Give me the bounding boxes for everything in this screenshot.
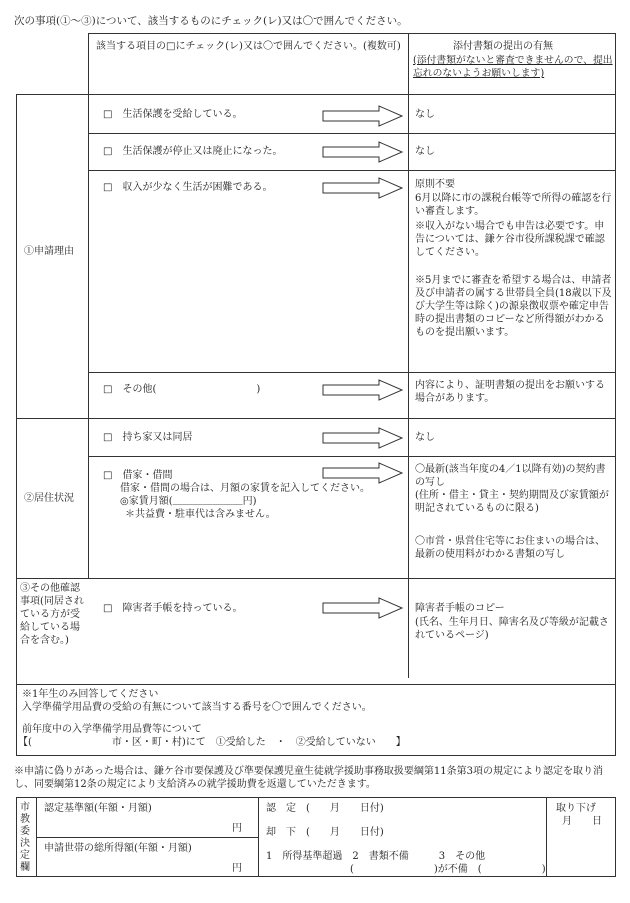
docs-disability-2: (氏名、生年月日、障害名及び等級が記載されているページ) <box>415 617 609 641</box>
docs-other-reason: 内容により、証明書類の提出をお願いする場合があります。 <box>415 380 605 404</box>
header-docs-note: (添付書類がないと審査できませんので、提出忘れのないようお願いします) <box>413 55 613 79</box>
reason-detail: ( )が不備 ( ) <box>350 864 546 875</box>
docs-own-house: なし <box>415 432 435 443</box>
docs-rental-2: (住所・借主・貸主・契約期間及び家賃額が明記されているものに限る) <box>415 490 609 514</box>
approve-label: 認 定 ( 月 日付) <box>266 803 384 814</box>
item-rental[interactable]: □ 借家・借間 <box>103 470 173 481</box>
first-grade-answer[interactable]: 【( 市・区・町・村)にて ①受給した ・ ②受給していない 】 <box>18 737 406 748</box>
docs-low-income-4: ※5月までに審査を希望する場合は、申請者及び申請者の属する世帯員全員(18歳以下及び大学生等は除く)の源泉徴収票や確定申告時の提出書類のコピーなど所得額がわかるものを提出願います。 <box>415 275 612 338</box>
item-disability-card[interactable]: □ 障害者手帳を持っている。 <box>103 603 243 614</box>
rental-note: 借家・借間の場合は、月額の家賃を記入してください。 <box>120 483 370 494</box>
withdraw-label: 取り下げ <box>556 803 596 814</box>
rental-exclusion-note: ＊共益費・駐車代は含みません。 <box>125 509 276 520</box>
docs-rental-3: 〇市営・県営住宅等にお住まいの場合は、最新の使用料がわかる書類の写し <box>415 536 605 560</box>
docs-low-income-3: ※収入がない場合でも申告は必要です。申告については、鎌ケ谷市役所課税課で確認してください。 <box>415 221 605 258</box>
item-own-house[interactable]: □ 持ち家又は同居 <box>103 432 193 443</box>
reason-options: 1 所得基準超過 2 書類不備 3 その他 <box>266 851 486 862</box>
arrow-icon <box>322 597 404 619</box>
arrow-icon <box>322 177 404 199</box>
first-grade-note: ※1年生のみ回答してください <box>22 689 159 700</box>
standard-amount-label: 認定基準額(年額・月額) <box>44 803 152 814</box>
docs-welfare-stopped: なし <box>415 146 435 157</box>
docs-rental-1: 〇最新(該当年度の4／1以降有効)の契約書の写し <box>415 464 606 488</box>
withdraw-date: 月 日 <box>562 816 602 827</box>
intro-text: 次の事項(①～③)について、該当するものにチェック(レ)又は〇で囲んでください。 <box>14 15 408 27</box>
arrow-icon <box>322 427 404 449</box>
item-other-reason[interactable]: □ その他( ) <box>103 384 261 395</box>
section-reason-label: ①申請理由 <box>24 246 74 257</box>
yen-label: 円 <box>232 823 242 834</box>
income-amount-label: 申請世帯の総所得額(年額・月額) <box>44 843 192 854</box>
yen-label: 円 <box>232 863 242 874</box>
arrow-icon <box>322 379 404 401</box>
item-low-income[interactable]: □ 収入が少なく生活が困難である。 <box>103 182 273 193</box>
section-residence-label: ②居住状況 <box>24 493 74 504</box>
docs-disability-1: 障害者手帳のコピー <box>415 603 505 614</box>
header-docs-title: 添付書類の提出の有無 <box>453 41 553 52</box>
docs-low-income-2: 6月以降に市の課税台帳等で所得の確認を行い審査します。 <box>415 193 612 217</box>
warning-text: ※申請に偽りがあった場合は、鎌ケ谷市要保護及び準要保護児童生徒就学援助事務取扱要綱第11条第3項の規定により認定を取り消し、同要綱第12条の規定により支給済みの就学援助費を返還していただきます。 <box>14 766 603 790</box>
first-grade-line2: 前年度中の入学準備学用品費等について <box>22 724 202 735</box>
item-welfare-stopped[interactable]: □ 生活保護が停止又は廃止になった。 <box>103 146 283 157</box>
reject-label: 却 下 ( 月 日付) <box>266 827 384 838</box>
first-grade-line1: 入学準備学用品費の受給の有無について該当する番号を〇で囲んでください。 <box>22 702 372 713</box>
item-welfare-receiving[interactable]: □ 生活保護を受給している。 <box>103 109 243 120</box>
docs-low-income-1: 原則不要 <box>415 179 455 190</box>
office-side-label: 市教委決定欄 <box>20 802 30 873</box>
docs-welfare-receiving: なし <box>415 109 435 120</box>
arrow-icon <box>322 141 404 163</box>
rent-amount-field[interactable]: ◎家賃月額(＿＿＿＿＿＿＿円) <box>120 496 257 507</box>
arrow-icon <box>322 105 404 127</box>
arrow-icon <box>322 462 404 484</box>
section-other-label: ③その他確認事項(同居されている方が受給している場合を含む。) <box>20 583 84 646</box>
header-items: 該当する項目の□にチェック(レ)又は〇で囲んでください。(複数可) <box>96 41 401 52</box>
